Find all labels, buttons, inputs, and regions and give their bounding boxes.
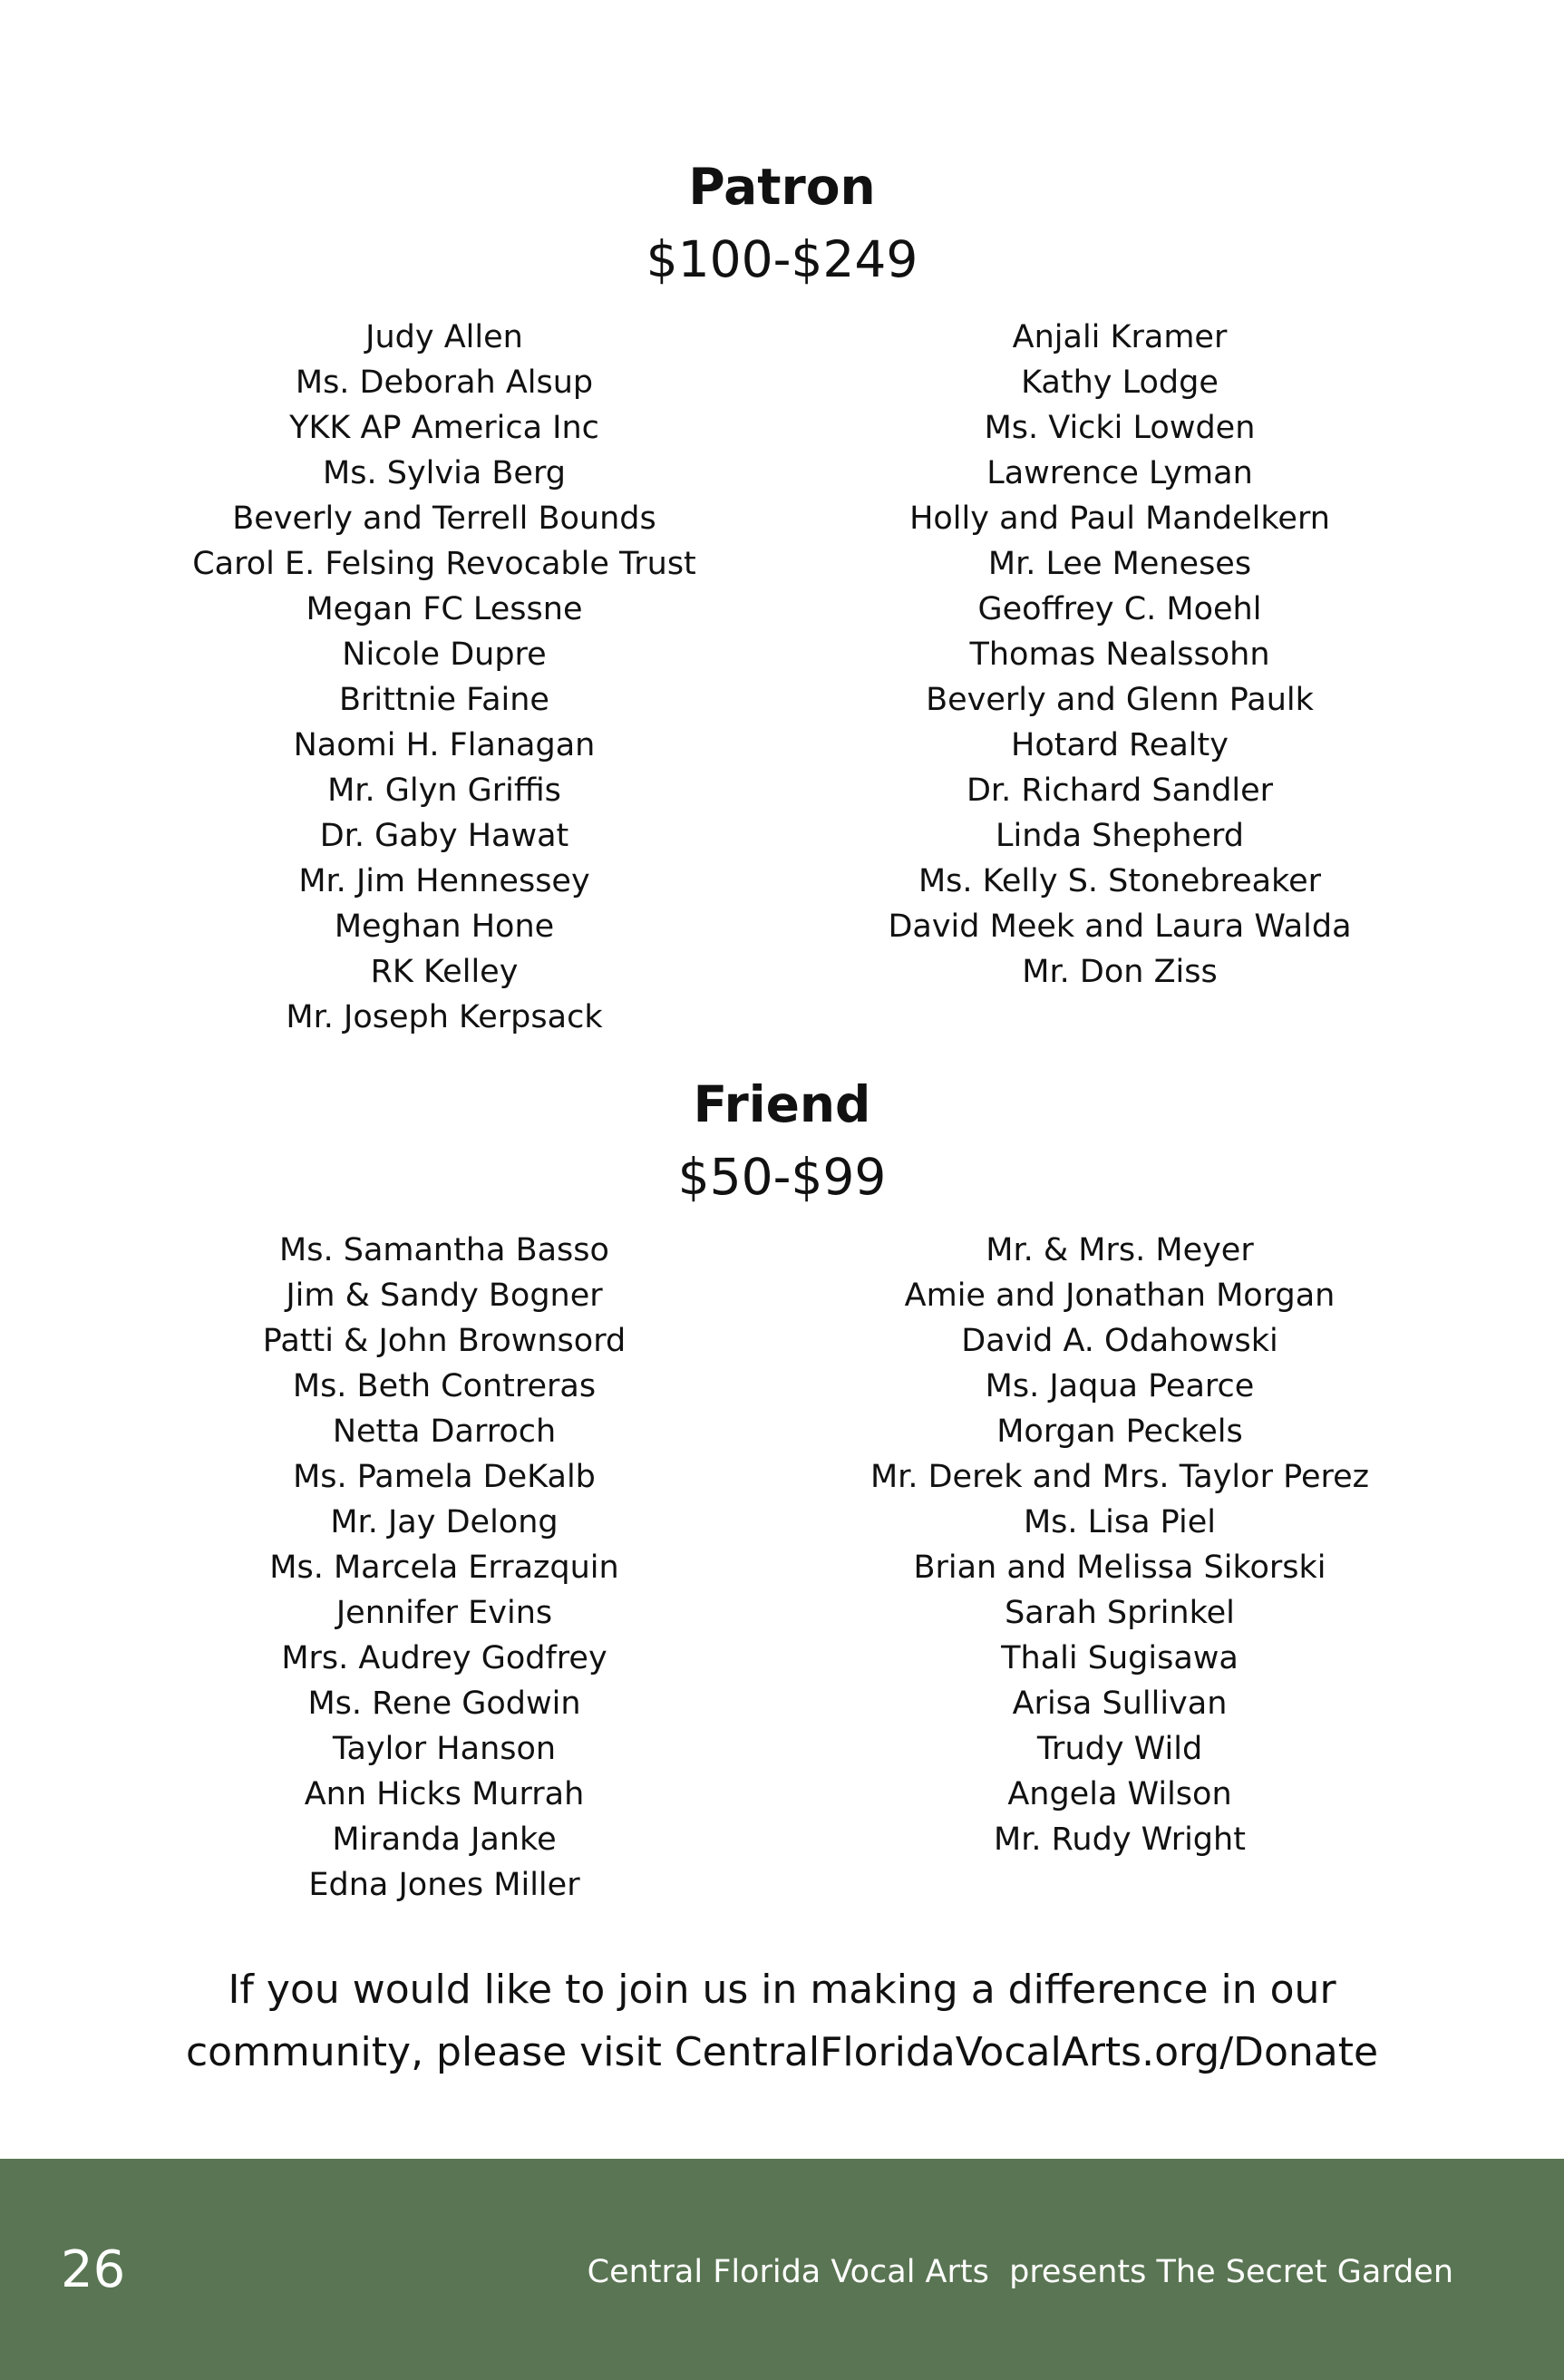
patron-donor-name: Thomas Nealssohn — [969, 636, 1270, 673]
patron-donor-name: Mr. Glyn Griffis — [327, 772, 561, 809]
patron-donor-name: Ms. Sylvia Berg — [323, 455, 566, 491]
patron-donor-name: Ms. Kelly S. Stonebreaker — [918, 863, 1321, 899]
footer-production-title: Central Florida Vocal Arts presents The Secret Garden — [587, 2254, 1453, 2290]
friend-donor-name: Mr. Jay Delong — [330, 1504, 559, 1540]
patron-donor-name: Geoffrey C. Moehl — [977, 591, 1262, 627]
patron-donor-name: Dr. Richard Sandler — [966, 772, 1274, 809]
patron-donor-name: Brittnie Faine — [339, 682, 549, 718]
patron-donor-name: Hotard Realty — [1011, 727, 1229, 763]
patron-list-right — [775, 315, 1464, 995]
friend-donor-name: David A. Odahowski — [961, 1323, 1278, 1359]
patron-donor-name: Linda Shepherd — [995, 818, 1245, 854]
friend-donor-name: Miranda Janke — [332, 1821, 557, 1858]
friend-donor-name: Thali Sugisawa — [1001, 1640, 1239, 1676]
friend-donor-name: Taylor Hanson — [332, 1731, 557, 1767]
friend-donor-name: Mrs. Audrey Godfrey — [281, 1640, 607, 1676]
patron-donor-name: Mr. Don Ziss — [1022, 954, 1218, 990]
patron-donor-name: Megan FC Lessne — [306, 591, 583, 627]
patron-donor-name: Lawrence Lyman — [986, 455, 1253, 491]
friend-donor-name: Ms. Beth Contreras — [292, 1368, 597, 1404]
friend-donor-name: Patti & John Brownsord — [262, 1323, 627, 1359]
patron-donor-name: David Meek and Laura Walda — [888, 908, 1352, 945]
patron-donor-name: Kathy Lodge — [1021, 364, 1219, 401]
friend-donor-name: Mr. Derek and Mrs. Taylor Perez — [869, 1459, 1370, 1495]
friend-donor-name: Sarah Sprinkel — [1005, 1595, 1235, 1631]
patron-donor-name: Judy Allen — [365, 319, 523, 355]
patron-donor-name: Mr. Jim Hennessey — [298, 863, 590, 899]
friend-donor-name: Netta Darroch — [332, 1413, 557, 1450]
friend-donor-name: Ms. Marcela Errazquin — [269, 1549, 619, 1586]
page-footer — [0, 2159, 1564, 2380]
friend-heading: Friend — [693, 1075, 871, 1133]
friend-donor-name: Ann Hicks Murrah — [304, 1776, 585, 1812]
patron-donor-name: Mr. Lee Meneses — [987, 546, 1252, 582]
patron-donor-name: Naomi H. Flanagan — [293, 727, 596, 763]
friend-donor-name: Arisa Sullivan — [1012, 1685, 1228, 1722]
friend-donor-name: Ms. Jaqua Pearce — [985, 1368, 1255, 1404]
patron-list-left — [100, 315, 789, 1040]
donate-message — [0, 1958, 1564, 2084]
patron-donor-name: Ms. Vicki Lowden — [984, 410, 1256, 446]
friend-donor-name: Mr. & Mrs. Meyer — [986, 1232, 1254, 1268]
patron-donor-name: Beverly and Glenn Paulk — [926, 682, 1314, 718]
patron-donor-name: Mr. Joseph Kerpsack — [286, 999, 603, 1035]
friend-donor-name: Ms. Rene Godwin — [307, 1685, 581, 1722]
patron-donor-name: Beverly and Terrell Bounds — [232, 500, 656, 537]
patron-donor-name: Holly and Paul Mandelkern — [909, 500, 1330, 537]
friend-donor-name: Ms. Lisa Piel — [1023, 1504, 1217, 1540]
patron-donor-name: Dr. Gaby Hawat — [319, 818, 569, 854]
friend-donor-name: Jennifer Evins — [335, 1595, 553, 1631]
patron-donor-name: Ms. Deborah Alsup — [295, 364, 594, 401]
donate-message-line-1: If you would like to join us in making a difference in our — [228, 1967, 1336, 2013]
patron-donor-name: Carol E. Felsing Revocable Trust — [192, 546, 696, 582]
page-number: 26 — [61, 2240, 126, 2299]
friend-list-right — [775, 1228, 1464, 1862]
friend-donor-name: Morgan Peckels — [996, 1413, 1243, 1450]
patron-donor-name: Anjali Kramer — [1012, 319, 1228, 355]
friend-donor-name: Jim & Sandy Bogner — [286, 1277, 603, 1314]
patron-range: $100-$249 — [646, 230, 918, 288]
donate-message-line-2: community, please visit CentralFloridaVocalArts.org/Donate — [185, 2029, 1379, 2075]
friend-donor-name: Brian and Melissa Sikorski — [913, 1549, 1326, 1586]
friend-donor-name: Ms. Pamela DeKalb — [293, 1459, 596, 1495]
patron-donor-name: Nicole Dupre — [342, 636, 547, 673]
friend-donor-name: Amie and Jonathan Morgan — [904, 1277, 1336, 1314]
friend-list-left — [100, 1228, 789, 1908]
friend-donor-name: Ms. Samantha Basso — [279, 1232, 609, 1268]
friend-range: $50-$99 — [677, 1148, 887, 1206]
patron-donor-name: Meghan Hone — [334, 908, 555, 945]
patron-donor-name: YKK AP America Inc — [289, 410, 599, 446]
friend-donor-name: Angela Wilson — [1007, 1776, 1232, 1812]
friend-donor-name: Edna Jones Miller — [308, 1867, 580, 1903]
friend-donor-name: Trudy Wild — [1036, 1731, 1203, 1767]
friend-donor-name: Mr. Rudy Wright — [994, 1821, 1246, 1858]
patron-donor-name: RK Kelley — [370, 954, 519, 990]
patron-heading: Patron — [688, 158, 876, 216]
